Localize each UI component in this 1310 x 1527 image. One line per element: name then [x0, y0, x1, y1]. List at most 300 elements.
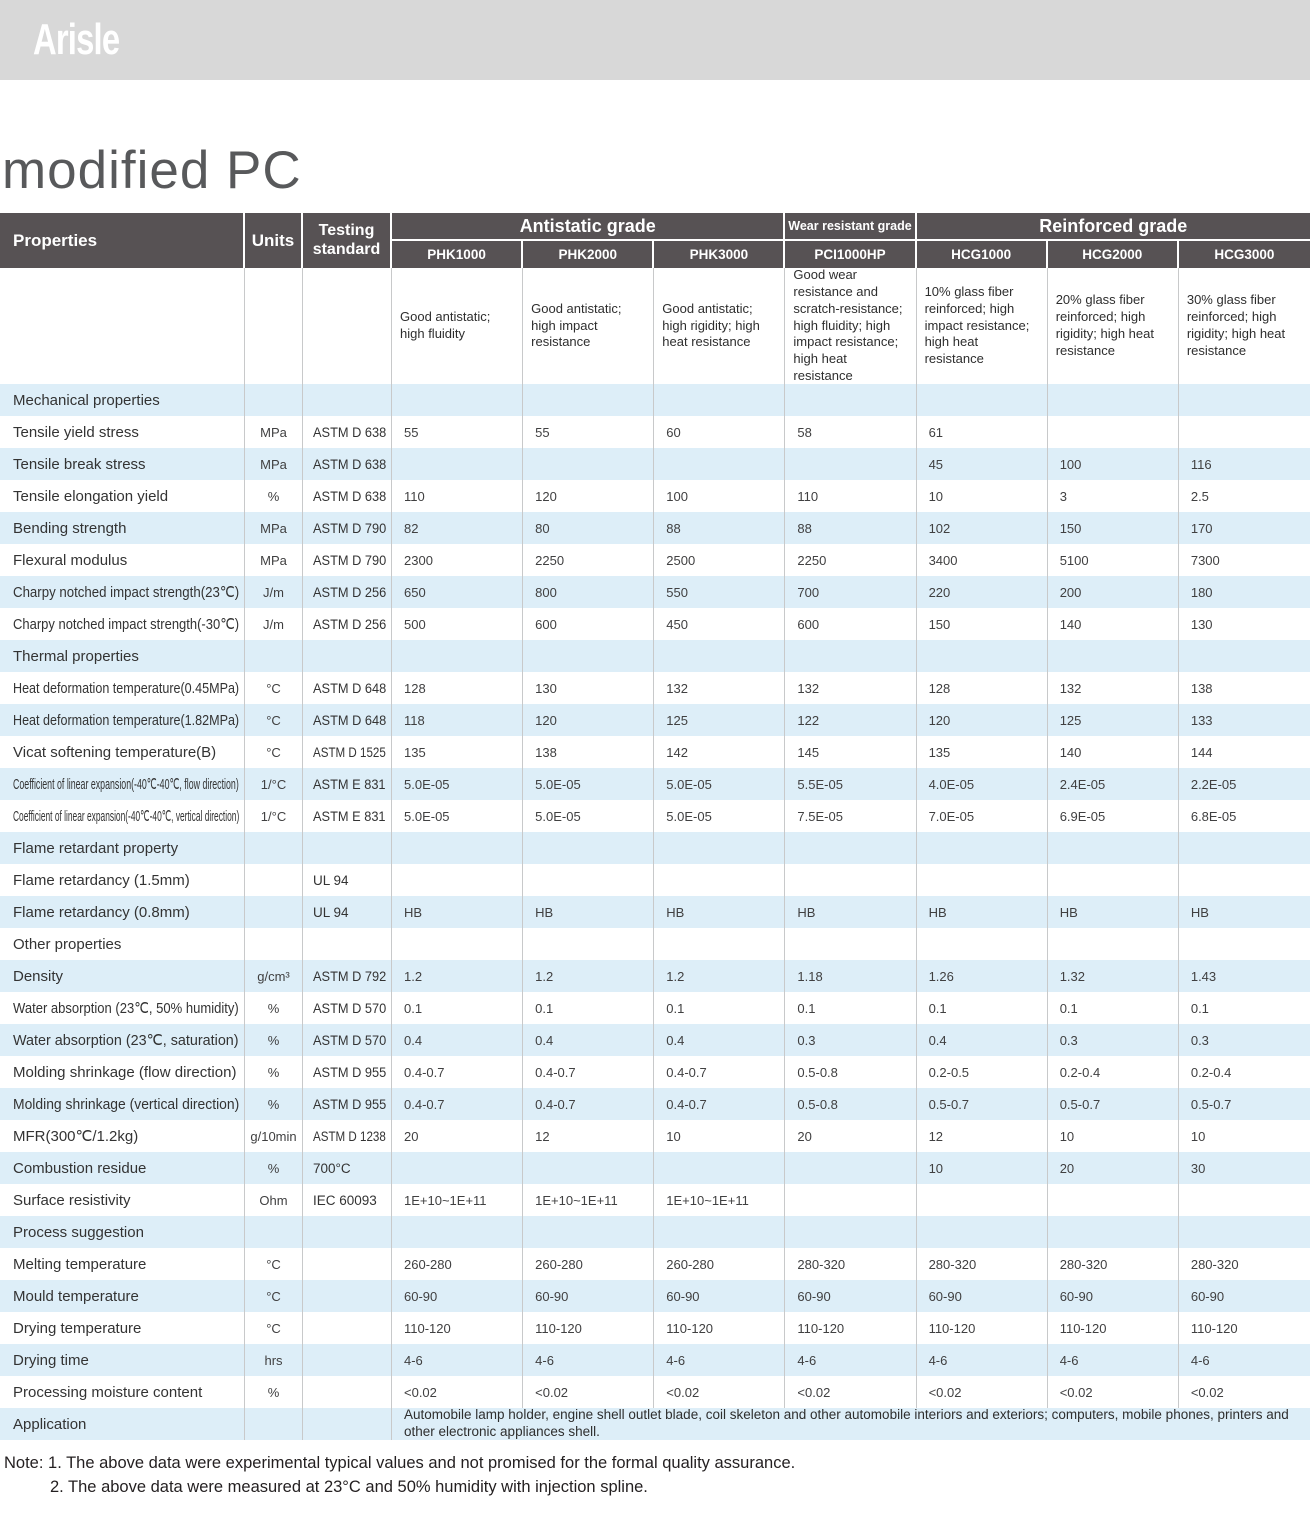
value-cell-text: 132	[1059, 680, 1082, 696]
value-cell	[654, 480, 785, 512]
property-label-cell	[0, 992, 245, 1024]
value-cell-text: <0.02	[797, 1384, 831, 1400]
value-cell-text: 5.0E-05	[404, 808, 450, 824]
property-label-cell-text: Heat deformation temperature(1.82MPa)	[13, 711, 240, 729]
value-cell-text: 122	[797, 712, 820, 728]
standard-cell	[303, 960, 392, 992]
value-cell	[392, 1184, 523, 1216]
standard-cell-text: ASTM D 570	[313, 1000, 387, 1016]
value-cell	[785, 512, 916, 544]
unit-cell-text: J/m	[263, 616, 284, 632]
value-cell-text: 60-90	[666, 1288, 700, 1304]
value-cell	[1048, 1248, 1179, 1280]
property-label-cell-text: MFR(300℃/1.2kg)	[13, 1128, 139, 1145]
value-cell-text: 600	[535, 616, 557, 632]
property-label-cell-text: Tensile elongation yield	[13, 487, 169, 505]
value-cell	[1048, 800, 1179, 832]
value-cell	[785, 544, 916, 576]
value-cell	[654, 1216, 785, 1248]
value-cell	[1048, 576, 1179, 608]
value-cell-text: 45	[928, 456, 944, 472]
table-row	[0, 736, 1310, 768]
value-cell	[1048, 1280, 1179, 1312]
property-label-cell-text: Flame retardancy (0.8mm)	[13, 903, 190, 921]
unit-cell-text: g/10min	[250, 1128, 297, 1144]
value-cell-text: 125	[666, 712, 688, 728]
value-cell-text: 60-90	[535, 1288, 569, 1304]
value-cell-text: 0.4	[928, 1032, 947, 1048]
value-cell	[523, 1024, 654, 1056]
value-cell	[654, 672, 785, 704]
model-description-cell-text: 20% glass fiber reinforced; high rigidity; high heat resistance	[1055, 292, 1154, 358]
value-cell-text: 10	[928, 1160, 944, 1176]
standard-cell-text: ASTM D 638	[313, 456, 387, 472]
value-cell-text: 110	[404, 488, 425, 504]
standard-cell	[303, 1184, 392, 1216]
model-header-text: PHK3000	[689, 247, 749, 262]
value-cell-text: 82	[404, 520, 419, 536]
value-cell	[654, 608, 785, 640]
value-cell	[1179, 864, 1310, 896]
value-cell	[1048, 1088, 1179, 1120]
value-cell-text: 150	[1059, 520, 1082, 536]
model-header	[917, 241, 1048, 268]
value-cell	[1179, 1152, 1310, 1184]
value-cell-text: 0.4	[404, 1032, 423, 1048]
standard-cell-text: ASTM D 648	[313, 712, 387, 728]
value-cell	[917, 544, 1048, 576]
value-cell-text: 4-6	[404, 1352, 423, 1368]
page-title: modified PC	[2, 141, 302, 200]
value-cell	[917, 1056, 1048, 1088]
value-cell-text: 0.1	[404, 1000, 423, 1016]
section-row	[0, 832, 1310, 864]
standard-cell-text: ASTM D 955	[313, 1064, 387, 1080]
standard-cell-text: ASTM D 792	[313, 968, 387, 984]
standard-cell	[303, 1056, 392, 1088]
table-row	[0, 1248, 1310, 1280]
property-label-cell-text: Vicat softening temperature(B)	[13, 743, 217, 761]
value-cell-text: 138	[535, 744, 557, 760]
model-header-text: PCI1000HP	[814, 247, 886, 262]
value-cell	[523, 832, 654, 864]
value-cell	[654, 576, 785, 608]
value-cell-text: 130	[535, 680, 557, 696]
unit-cell	[245, 1184, 303, 1216]
standard-cell-text: ASTM D 256	[313, 616, 387, 632]
value-cell	[917, 480, 1048, 512]
value-cell-text: 1.43	[1190, 968, 1217, 984]
value-cell	[917, 1312, 1048, 1344]
value-cell	[785, 704, 916, 736]
value-cell-text: 260-280	[666, 1256, 714, 1272]
value-cell	[523, 864, 654, 896]
unit-cell	[245, 512, 303, 544]
value-cell-text: 5.0E-05	[535, 776, 581, 792]
standard-cell-text: ASTM D 955	[313, 1096, 387, 1112]
section-row	[0, 928, 1310, 960]
empty-cell	[245, 268, 303, 384]
standard-cell	[303, 1248, 392, 1280]
table-row	[0, 768, 1310, 800]
property-label-cell	[0, 1344, 245, 1376]
properties-table	[0, 213, 1310, 1440]
value-cell	[392, 832, 523, 864]
property-label-cell-text: Molding shrinkage (vertical direction)	[13, 1095, 240, 1113]
value-cell	[392, 704, 523, 736]
unit-cell-text: MPa	[260, 456, 287, 472]
property-label-cell-text: Bending strength	[13, 519, 127, 537]
value-cell-text: HB	[404, 904, 423, 920]
unit-cell-text: %	[267, 1384, 280, 1400]
model-header	[654, 241, 785, 268]
value-cell	[1179, 608, 1310, 640]
value-cell-text: 110-120	[797, 1320, 845, 1336]
value-cell-text: 60-90	[1059, 1288, 1093, 1304]
value-cell	[654, 1184, 785, 1216]
value-cell	[785, 992, 916, 1024]
value-cell	[392, 1088, 523, 1120]
value-cell	[392, 544, 523, 576]
value-cell	[785, 1280, 916, 1312]
value-cell-text: HB	[535, 904, 554, 920]
property-label-cell-text: Drying time	[13, 1351, 89, 1369]
standard-cell	[303, 512, 392, 544]
value-cell	[523, 672, 654, 704]
model-header-text: HCG2000	[1082, 247, 1143, 262]
standard-cell	[303, 1408, 392, 1440]
value-cell	[1179, 576, 1310, 608]
application-row	[0, 1408, 1310, 1440]
unit-cell-text: 1/°C	[260, 776, 287, 792]
unit-cell-text: MPa	[260, 520, 287, 536]
value-cell	[785, 1088, 916, 1120]
value-cell-text: 128	[404, 680, 426, 696]
value-cell	[1048, 1056, 1179, 1088]
unit-cell	[245, 1056, 303, 1088]
brand-logo: Arisle	[33, 15, 120, 64]
value-cell-text: 4-6	[535, 1352, 554, 1368]
value-cell-text: 80	[535, 520, 550, 536]
standard-cell-text: ASTM D 570	[313, 1032, 387, 1048]
value-cell-text: HB	[797, 904, 816, 920]
section-label-cell	[0, 928, 245, 960]
value-cell	[523, 736, 654, 768]
value-cell-text: 5.0E-05	[666, 776, 712, 792]
value-cell	[1048, 608, 1179, 640]
value-cell	[654, 768, 785, 800]
table-row	[0, 896, 1310, 928]
unit-cell-text: °C	[266, 744, 281, 760]
value-cell-text: 0.1	[1059, 1000, 1078, 1016]
value-cell	[917, 672, 1048, 704]
model-header-text: PHK1000	[427, 247, 486, 262]
unit-cell-text: MPa	[260, 552, 287, 568]
value-cell-text: 5100	[1059, 552, 1089, 568]
value-cell-text: 12	[928, 1128, 944, 1144]
unit-cell	[245, 800, 303, 832]
unit-cell	[245, 992, 303, 1024]
value-cell	[392, 384, 523, 416]
value-cell-text: 1.2	[404, 968, 423, 984]
standard-cell-text: ASTM D 1238	[313, 1128, 386, 1144]
value-cell-text: 60-90	[1190, 1288, 1225, 1304]
model-description-cell-text: 30% glass fiber reinforced; high rigidity; high heat resistance	[1186, 292, 1286, 358]
model-description-cell	[523, 268, 654, 384]
value-cell	[1179, 1056, 1310, 1088]
value-cell	[785, 416, 916, 448]
value-cell	[1179, 992, 1310, 1024]
value-cell-text: 0.2-0.4	[1059, 1064, 1101, 1080]
testing-standard-column-header: Testing standard	[303, 213, 392, 268]
value-cell-text: 180	[1190, 584, 1213, 600]
value-cell	[392, 1120, 523, 1152]
value-cell-text: 0.5-0.7	[1190, 1096, 1232, 1112]
value-cell	[917, 640, 1048, 672]
application-label-cell-text: Application	[13, 1415, 87, 1433]
value-cell	[1179, 896, 1310, 928]
value-cell-text: <0.02	[404, 1384, 437, 1400]
value-cell	[654, 1120, 785, 1152]
standard-cell	[303, 1216, 392, 1248]
value-cell	[917, 416, 1048, 448]
value-cell-text: 7.5E-05	[797, 808, 843, 824]
value-cell	[523, 448, 654, 480]
standard-cell	[303, 1376, 392, 1408]
table-row	[0, 1024, 1310, 1056]
property-label-cell	[0, 1056, 245, 1088]
property-label-cell-text: Water absorption (23℃, saturation)	[13, 1032, 239, 1049]
unit-cell-text: Ohm	[259, 1192, 288, 1208]
value-cell-text: 3	[1059, 488, 1067, 504]
value-cell-text: 1E+10~1E+11	[404, 1192, 487, 1208]
table-row	[0, 1152, 1310, 1184]
value-cell	[785, 1184, 916, 1216]
table-header	[0, 213, 1310, 268]
value-cell	[785, 384, 916, 416]
unit-cell-text: J/m	[263, 584, 284, 600]
value-cell-text: 132	[666, 680, 688, 696]
value-cell-text: 120	[928, 712, 951, 728]
property-label-cell-text: Tensile yield stress	[13, 423, 139, 441]
value-cell	[1179, 640, 1310, 672]
value-cell-text: 20	[797, 1128, 812, 1144]
value-cell-text: 200	[1059, 584, 1082, 600]
value-cell	[392, 992, 523, 1024]
value-cell-text: 1.2	[535, 968, 554, 984]
empty-cell	[0, 268, 245, 384]
value-cell-text: 110-120	[666, 1320, 714, 1336]
property-label-cell-text: Mould temperature	[13, 1287, 139, 1305]
value-cell-text: 500	[404, 616, 426, 632]
value-cell-text: 2300	[404, 552, 433, 568]
section-label-cell-text: Thermal properties	[13, 647, 139, 665]
section-label-cell-text: Mechanical properties	[13, 391, 160, 409]
value-cell	[785, 608, 916, 640]
value-cell	[654, 1088, 785, 1120]
unit-cell	[245, 416, 303, 448]
value-cell	[1179, 1280, 1310, 1312]
value-cell	[392, 864, 523, 896]
value-cell-text: 0.4	[535, 1032, 554, 1048]
property-label-cell-text: Heat deformation temperature(0.45MPa)	[13, 679, 240, 697]
value-cell-text: 5.0E-05	[404, 776, 450, 792]
value-cell-text: 125	[1059, 712, 1082, 728]
value-cell	[392, 576, 523, 608]
value-cell-text: 0.4-0.7	[404, 1096, 445, 1112]
value-cell-text: 280-320	[797, 1256, 846, 1272]
value-cell	[785, 864, 916, 896]
standard-cell-text: ASTM D 1525	[313, 744, 386, 760]
value-cell	[523, 640, 654, 672]
standard-cell	[303, 832, 392, 864]
value-cell	[654, 448, 785, 480]
section-label-cell	[0, 640, 245, 672]
value-cell	[1048, 768, 1179, 800]
value-cell	[785, 768, 916, 800]
property-label-cell	[0, 1376, 245, 1408]
value-cell-text: 10	[666, 1128, 681, 1144]
model-description-row	[0, 268, 1310, 384]
value-cell-text: 0.1	[928, 1000, 947, 1016]
value-cell-text: 0.5-0.8	[797, 1064, 838, 1080]
standard-cell	[303, 1280, 392, 1312]
value-cell	[785, 640, 916, 672]
value-cell	[392, 512, 523, 544]
unit-cell-text: %	[267, 1000, 280, 1016]
value-cell	[1048, 1024, 1179, 1056]
value-cell	[917, 768, 1048, 800]
value-cell	[1179, 704, 1310, 736]
property-label-cell	[0, 768, 245, 800]
value-cell	[1048, 1216, 1179, 1248]
value-cell	[785, 928, 916, 960]
value-cell	[1179, 1216, 1310, 1248]
value-cell-text: 6.9E-05	[1059, 808, 1106, 824]
standard-cell-text: ASTM D 638	[313, 488, 387, 504]
standard-cell	[303, 1312, 392, 1344]
standard-cell	[303, 768, 392, 800]
unit-cell-text: %	[267, 1160, 280, 1176]
value-cell-text: 0.1	[1190, 1000, 1209, 1016]
property-label-cell	[0, 704, 245, 736]
value-cell	[917, 448, 1048, 480]
table-row	[0, 992, 1310, 1024]
value-cell-text: 102	[928, 520, 951, 536]
value-cell	[917, 832, 1048, 864]
value-cell	[1048, 1184, 1179, 1216]
value-cell	[654, 800, 785, 832]
property-label-cell-text: Water absorption (23℃, 50% humidity)	[13, 1000, 239, 1017]
property-label-cell	[0, 800, 245, 832]
value-cell	[917, 384, 1048, 416]
value-cell-text: 150	[928, 616, 951, 632]
value-cell-text: 10	[1059, 1128, 1075, 1144]
value-cell-text: 4-6	[928, 1352, 948, 1368]
section-row	[0, 1216, 1310, 1248]
value-cell	[1048, 1120, 1179, 1152]
value-cell-text: 88	[666, 520, 681, 536]
value-cell-text: 2.5	[1190, 488, 1209, 504]
property-label-cell	[0, 1184, 245, 1216]
value-cell-text: 450	[666, 616, 688, 632]
standard-cell	[303, 448, 392, 480]
value-cell-text: 0.4-0.7	[404, 1064, 445, 1080]
standard-cell	[303, 384, 392, 416]
value-cell-text: 2.2E-05	[1190, 776, 1237, 792]
value-cell-text: 10	[928, 488, 944, 504]
value-cell-text: 280-320	[928, 1256, 977, 1272]
unit-cell	[245, 1024, 303, 1056]
value-cell	[654, 992, 785, 1024]
value-cell	[654, 1280, 785, 1312]
standard-cell-text: ASTM D 638	[313, 424, 387, 440]
property-label-cell	[0, 1248, 245, 1280]
value-cell-text: 0.2-0.4	[1190, 1064, 1232, 1080]
value-cell	[392, 960, 523, 992]
value-cell-text: 4-6	[797, 1352, 817, 1368]
standard-cell	[303, 736, 392, 768]
unit-cell	[245, 832, 303, 864]
value-cell	[654, 832, 785, 864]
value-cell	[654, 928, 785, 960]
value-cell	[1179, 672, 1310, 704]
property-label-cell	[0, 1312, 245, 1344]
footnotes	[4, 1452, 1310, 1500]
unit-cell	[245, 608, 303, 640]
value-cell	[917, 1024, 1048, 1056]
value-cell	[785, 1376, 916, 1408]
value-cell	[392, 896, 523, 928]
value-cell	[1048, 672, 1179, 704]
value-cell-text: 110-120	[535, 1320, 582, 1336]
value-cell	[785, 672, 916, 704]
unit-cell-text: %	[267, 1096, 280, 1112]
property-label-cell-text: Coefficient of linear expansion(-40℃-40℃, flow direction)	[13, 776, 239, 793]
value-cell	[1048, 992, 1179, 1024]
value-cell	[917, 512, 1048, 544]
unit-cell-text: %	[267, 488, 280, 504]
value-cell-text: 10	[1190, 1128, 1206, 1144]
value-cell	[392, 1024, 523, 1056]
model-description-cell	[392, 268, 523, 384]
value-cell	[654, 1024, 785, 1056]
footnote-2: 2. The above data were measured at 23°C and 50% humidity with injection spline.	[50, 1477, 648, 1496]
table-row	[0, 416, 1310, 448]
grade-group-header	[785, 213, 916, 241]
value-cell-text: 4-6	[1059, 1352, 1079, 1368]
model-description-cell-text: Good antistatic; high fluidity	[400, 309, 491, 341]
property-label-cell	[0, 1088, 245, 1120]
value-cell	[1179, 1184, 1310, 1216]
unit-cell	[245, 480, 303, 512]
value-cell	[785, 1216, 916, 1248]
value-cell-text: 132	[797, 680, 820, 696]
value-cell	[1048, 704, 1179, 736]
value-cell	[392, 640, 523, 672]
value-cell	[654, 1376, 785, 1408]
unit-cell-text: %	[267, 1032, 280, 1048]
value-cell-text: 0.4-0.7	[666, 1096, 707, 1112]
application-text-cell-text: Automobile lamp holder, engine shell outlet blade, coil skeleton and other automobile interiors and exteriors; computers, mobile phones, printers and other electronic appliances shell.	[404, 1408, 1289, 1439]
model-header	[523, 241, 654, 268]
value-cell	[1179, 480, 1310, 512]
value-cell-text: 135	[404, 744, 426, 760]
value-cell-text: HB	[1190, 904, 1209, 920]
table-row	[0, 544, 1310, 576]
value-cell-text: 144	[1190, 744, 1213, 760]
value-cell-text: 145	[797, 744, 820, 760]
